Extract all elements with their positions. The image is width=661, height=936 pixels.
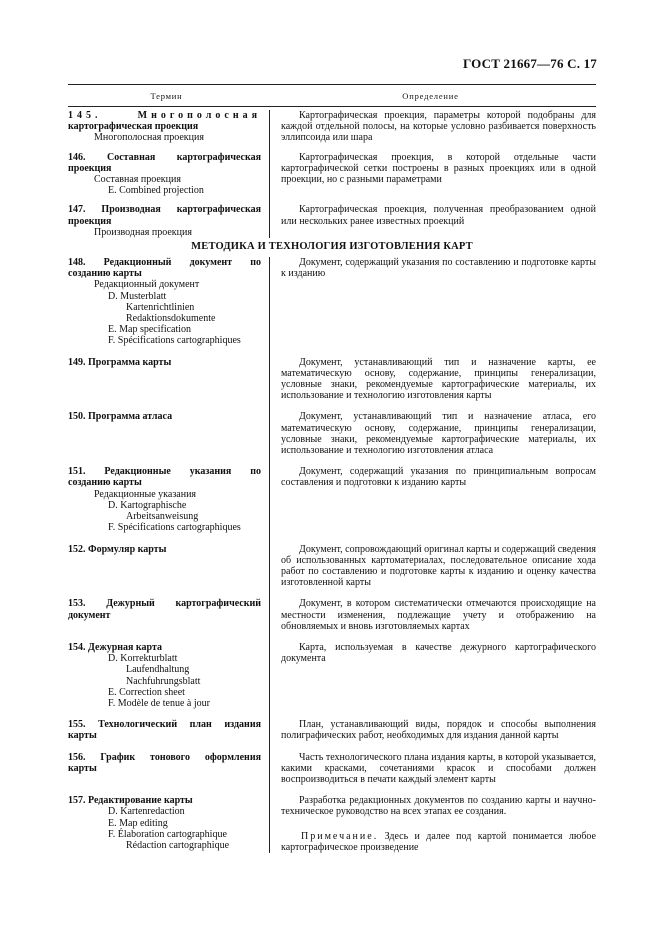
definition-cell (265, 257, 596, 347)
entries-group-methods (68, 257, 596, 853)
table-row (68, 544, 596, 589)
foreign-equivalent: E. Map specification (108, 324, 192, 336)
header-rule (68, 106, 596, 107)
definition-cell (265, 598, 596, 632)
definition-cell (265, 795, 596, 853)
note-keyword: Примечание. (301, 830, 379, 842)
foreign-equivalent: Rédaction cartographique (126, 839, 230, 851)
term-cell (68, 598, 265, 632)
table-row (68, 204, 596, 238)
term-cell (68, 544, 265, 589)
note-text: Здесь и далее под картой понимается любое картографическое произведение (281, 830, 596, 853)
definition-text: Документ, содержащий указания по составлению и подготовке карты к изданию (281, 257, 596, 280)
foreign-equivalent: F. Spécifications cartographiques (108, 335, 241, 347)
term-cell (68, 466, 265, 533)
definition-text: Карта, используемая в качестве дежурного картографического документа (281, 641, 596, 665)
definition-cell (265, 357, 596, 402)
foreign-equivalent: D. Kartenredaction (108, 806, 185, 818)
terms-table (68, 84, 596, 853)
definition-text: Документ, устанавливающий тип и назначение атласа, его математическую основу, содержание, принципы генерализации, условные знаки, рекомендуемые картографические материалы, их использование и технологию изготовления атласа (281, 411, 596, 457)
term-title: 149. Программа карты (68, 356, 172, 368)
term-title: 145. Многополосная (68, 110, 261, 121)
definition-cell (265, 204, 596, 238)
foreign-equivalent: Laufendhaltung (126, 664, 190, 676)
definition-cell (265, 411, 596, 456)
entries-group-projections (68, 110, 596, 238)
definition-text: Документ, сопровождающий оригинал карты и содержащий сведения об использованных картоматериалах, последовательное описание хода работ по составлению и подготовке карты к изданию и оценку качества изготовленной карты (281, 543, 596, 589)
foreign-equivalent: Arbeitsanweisung (126, 511, 199, 523)
definition-text: Документ, устанавливающий тип и назначение карты, ее математическую основу, содержание, принципы генерализации, условные знаки, рекомендуемые картографические материалы, их использование и технологию изготовления карты (281, 356, 596, 402)
term-title: карты (68, 730, 97, 742)
table-row (68, 357, 596, 402)
term-synonym: Редакционные указания (94, 488, 197, 500)
term-title: 154. Дежурная карта (68, 641, 162, 653)
definition-cell (265, 544, 596, 589)
foreign-equivalent: D. Korrekturblatt (108, 653, 178, 665)
term-title: 152. Формуляр карты (68, 543, 167, 555)
term-cell (68, 204, 265, 238)
table-body (68, 110, 596, 853)
column-definition-header: Определение (402, 90, 459, 101)
definition-text: План, устанавливающий виды, порядок и способы выполнения полиграфических работ, необходимых для издания данной карты (281, 719, 596, 742)
term-synonym: Составная проекция (94, 174, 181, 186)
table-row (68, 466, 596, 533)
table-column-header (68, 85, 596, 106)
table-row (68, 411, 596, 456)
term-title: 155. Технологический план издания (68, 719, 261, 731)
table-row (68, 598, 596, 632)
term-title: 146. Составная картографическая (68, 151, 261, 163)
table-row (68, 257, 596, 347)
term-cell (68, 719, 265, 741)
definition-text: Картографическая проекция, параметры которой подобраны для каждой отдельной полосы, на которые условно разбивается поверхность эллипсоида или шара (281, 110, 596, 144)
term-synonym: Производная проекция (94, 226, 192, 238)
definition-text: Картографическая проекция, в которой отдельные части картографической сетки построены в разных проекциях или в одной проекции, но с разными параметрами (281, 151, 596, 186)
term-title: картографическая проекция (68, 121, 199, 133)
foreign-equivalent: D. Kartographische (108, 499, 187, 511)
term-title: 153. Дежурный картографический (68, 598, 261, 610)
term-cell (68, 752, 265, 786)
term-title: проекция (68, 162, 112, 174)
definition-text: Документ, в котором систематически отмечаются происходящие на местности изменения, подлежащие учету и отображению на обновляемых и вновь изготовляемых картах (281, 598, 596, 632)
term-title: документ (68, 609, 111, 621)
term-cell (68, 110, 265, 144)
foreign-equivalent: F. Spécifications cartographiques (108, 522, 241, 534)
term-synonym: Многополосная проекция (94, 132, 204, 144)
note (281, 831, 596, 853)
foreign-equivalent: Redaktionsdokumente (126, 313, 216, 325)
table-row (68, 642, 596, 709)
foreign-equivalent: F. Élaboration cartographique (108, 828, 227, 840)
term-title: 157. Редактирование карты (68, 795, 193, 807)
term-title: 148. Редакционный документ по (68, 257, 261, 269)
term-cell (68, 642, 265, 709)
section-title: МЕТОДИКА И ТЕХНОЛОГИЯ ИЗГОТОВЛЕНИЯ КАРТ (68, 238, 596, 257)
definition-cell (265, 110, 596, 144)
column-term-header: Термин (150, 90, 183, 101)
foreign-equivalent: E. Correction sheet (108, 686, 185, 698)
term-title: созданию карты (68, 268, 142, 280)
foreign-equivalent: Kartenrichtlinien (126, 301, 195, 313)
term-cell (68, 795, 265, 853)
term-title: проекция (68, 215, 112, 227)
foreign-equivalent: F. Modèle de tenue à jour (108, 697, 210, 709)
column-divider (269, 110, 270, 853)
term-title: карты (68, 762, 97, 774)
foreign-equivalent: E. Combined projection (108, 185, 204, 197)
table-row (68, 719, 596, 741)
term-cell (68, 357, 265, 402)
term-title: 151. Редакционные указания по (68, 466, 261, 478)
page-header: ГОСТ 21667—76 С. 17 (463, 56, 597, 71)
term-title: 150. Программа атласа (68, 411, 173, 423)
table-row (68, 795, 596, 853)
definition-cell (265, 152, 596, 197)
definition-cell (265, 642, 596, 709)
term-cell (68, 152, 265, 197)
foreign-equivalent: E. Map editing (108, 817, 168, 829)
table-row (68, 110, 596, 144)
definition-cell (265, 719, 596, 741)
table-row (68, 752, 596, 786)
definition-text: Разработка редакционных документов по созданию карты и научно-техническое руководство на всех этапах ее создания. (281, 795, 596, 818)
term-title: 147. Производная картографическая (68, 204, 261, 216)
definition-cell (265, 466, 596, 533)
definition-text: Документ, содержащий указания по принципиальным вопросам составления и подготовки к изданию карты (281, 466, 596, 489)
foreign-equivalent: D. Musterblatt (108, 290, 167, 302)
table-row (68, 152, 596, 197)
foreign-equivalent: Nachfuhrungsblatt (126, 675, 201, 687)
term-cell (68, 411, 265, 456)
term-title: 156. График тонового оформления (68, 751, 261, 763)
term-cell (68, 257, 265, 347)
term-title: созданию карты (68, 477, 142, 489)
definition-cell (265, 752, 596, 786)
term-synonym: Редакционный документ (94, 279, 200, 291)
definition-text: Картографическая проекция, полученная преобразованием одной или нескольких ранее известных проекций (281, 204, 596, 227)
definition-text: Часть технологического плана издания карты, в которой указывается, какими красками, сочетаниями красок и способами должен воспроизводиться в печати каждый элемент карты (281, 751, 596, 785)
